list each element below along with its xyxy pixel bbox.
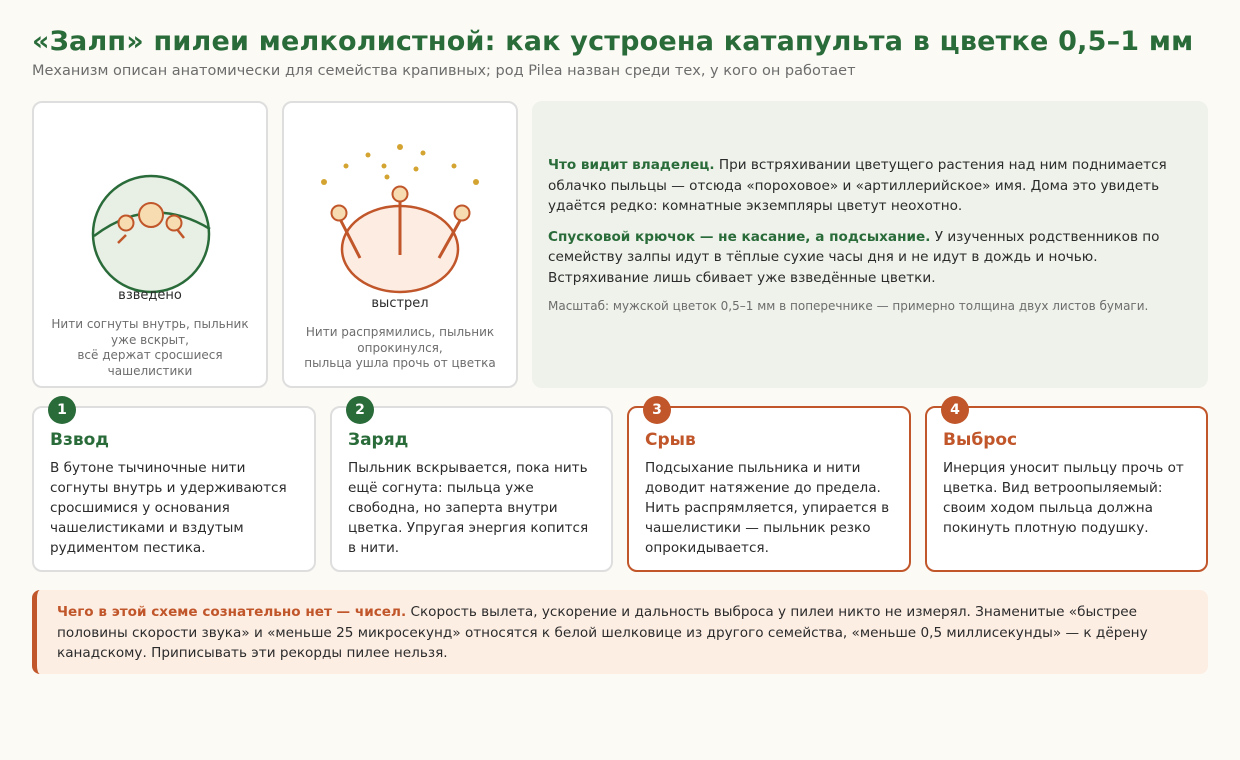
step-title: Выброс	[943, 430, 1018, 450]
page-subtitle: Механизм описан анатомически для семейства крапивных; род Pilea назван среди тех, у кого он работает	[32, 63, 856, 79]
page-title: «Залп» пилеи мелколистной: как устроена катапульта в цветке 0,5–1 мм	[32, 26, 1194, 57]
flower-bud-outline	[93, 176, 209, 292]
step-number-badge: 3	[643, 396, 671, 424]
info-trigger-heading: Спусковой крючок — не касание, а подсыхание.	[548, 228, 931, 245]
info-owner-paragraph	[548, 155, 1190, 217]
diagram-fired-panel	[282, 101, 518, 388]
info-trigger-text: У изученных родственников по семейству залпы идут в тёплые сухие часы дня и не идут в дождь и ночью. Встряхивание лишь сбивает уже взведённые цветки.	[548, 228, 1160, 286]
anther-right	[455, 206, 470, 221]
fired-label: выстрел	[371, 296, 429, 311]
fired-desc-line: пыльца ушла прочь от цветка	[304, 356, 496, 370]
step-card-release	[627, 402, 911, 572]
anther-center	[139, 203, 163, 227]
step-text: Инерция уносит пыльцу прочь от цветка. Вид ветроопыляемый: своим ходом пыльца должна покинуть плотную подушку.	[943, 460, 1184, 536]
fired-description	[292, 325, 508, 372]
diagram-cocked-panel	[32, 101, 268, 388]
step-number-badge: 1	[48, 396, 76, 424]
info-box	[532, 101, 1208, 388]
anther-left	[332, 206, 347, 221]
cocked-label: взведено	[118, 288, 182, 303]
anther-left	[119, 216, 134, 231]
step-number-badge: 2	[346, 396, 374, 424]
note-text: Скорость вылета, ускорение и дальность выброса у пилеи никто не измерял. Знаменитые «быстрее половины скорости звука» и «меньше 25 микросекунд» относятся к белой шелковице из другого семейства, «меньше 0,5 миллисекунды» — к дёрену канадскому. Приписывать эти рекорды пилее нельзя.	[57, 604, 1148, 661]
fired-desc-line: Нити распрямились, пыльник опрокинулся,	[305, 325, 495, 355]
anther-right	[167, 216, 182, 231]
step-card-charge	[330, 402, 613, 572]
step-text: Пыльник вскрывается, пока нить ещё согнута: пыльца уже свободна, но заперта внутри цветка. Упругая энергия копится в нити.	[348, 460, 589, 556]
step-title: Срыв	[645, 430, 696, 450]
step-number-badge: 4	[941, 396, 969, 424]
cocked-desc-line: Нити согнуты внутрь, пыльник уже вскрыт,	[51, 317, 249, 347]
note-heading: Чего в этой схеме сознательно нет — чисел.	[57, 604, 407, 620]
no-numbers-note	[32, 590, 1208, 674]
step-card-ejection	[925, 402, 1208, 572]
step-title: Заряд	[348, 430, 409, 450]
info-owner-text: При встряхивании цветущего растения над ним поднимается облачко пыльцы — отсюда «пороховое» и «артиллерийское» имя. Дома это увидеть удаётся редко: комнатные экземпляры цветут неохотно.	[548, 157, 1167, 214]
cocked-desc-line: всё держат сросшиеся чашелистики	[77, 348, 223, 378]
pollen-cloud	[321, 144, 479, 185]
step-title: Взвод	[50, 430, 110, 450]
step-text: В бутоне тычиночные нити согнуты внутрь и удерживаются сросшимися у основания чашелистиками и вздутым рудиментом пестика.	[50, 460, 287, 556]
scale-note: Масштаб: мужской цветок 0,5–1 мм в поперечнике — примерно толщина двух листов бумаги.	[548, 299, 1149, 313]
anther-center	[393, 187, 408, 202]
cocked-description	[42, 317, 258, 379]
step-card-cocking	[32, 402, 316, 572]
step-text: Подсыхание пыльника и нити доводит натяжение до предела. Нить распрямляется, упирается в чашелистики — пыльник резко опрокидывается.	[645, 460, 890, 556]
info-trigger-paragraph	[548, 227, 1190, 289]
info-owner-heading: Что видит владелец.	[548, 157, 715, 173]
